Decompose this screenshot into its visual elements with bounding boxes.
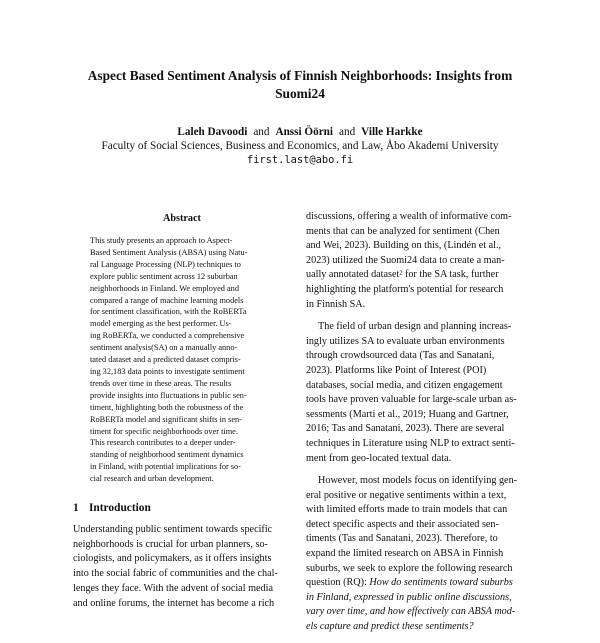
text-line: This research contributes to a deeper under- [90, 438, 236, 448]
text-line [306, 576, 531, 591]
text-line: This study presents an approach to Aspect- [90, 236, 233, 245]
text-line: timents (Tas and Sanatani, 2023). Therefore, to [306, 533, 498, 545]
text-line: timent, highlighting both the robustness of the [90, 402, 244, 412]
section-number: 1 [73, 502, 79, 514]
text-line: explore public sentiment across 12 suburban [90, 271, 238, 281]
text-line: and online forums, the internet has become a rich [73, 597, 275, 609]
text-line: databases, social media, and citizen engagement [306, 379, 503, 391]
text-line: ually annotated dataset² for the SA task, further [306, 269, 499, 281]
section-heading [73, 501, 293, 515]
text-line: tated dataset and a predicted dataset compris- [90, 355, 241, 365]
right-column [306, 210, 531, 643]
text-line: into the social fabric of communities and the chal- [73, 568, 278, 580]
text-line: expand the limited research on ABSA in Finnish [306, 548, 504, 560]
text-line: in Finland, with potential implications for so- [90, 462, 241, 472]
text-line: techniques in Literature using NLP to extract senti- [306, 437, 515, 449]
paper-title [60, 67, 540, 103]
text-line: eral positive or negative sentiments within a text, [306, 489, 507, 501]
text-line: standing of neighborhood sentiment dynamics [90, 450, 244, 460]
paper-title-line: Suomi24 [275, 86, 325, 101]
body-paragraph [306, 210, 531, 312]
introduction-body [73, 523, 295, 611]
abstract-heading: Abstract [163, 213, 201, 224]
text-line: through crowdsourced data (Tas and Sanatani, [306, 350, 495, 362]
author-separator: and [339, 126, 356, 138]
text-line: model emerging as the best performer. Us- [90, 319, 232, 329]
text-line: The field of urban design and planning increas- [318, 321, 512, 333]
text-line: ral Language Processing (NLP) techniques to [90, 259, 241, 269]
text-line: compared a range of machine learning models [90, 295, 244, 305]
text-line: ing RoBERTa, we conducted a comprehensive [90, 331, 245, 341]
research-question-line: els capture and predict these sentiments? [306, 621, 474, 633]
text-line: highlighting the platform's potential for research [306, 283, 504, 295]
research-question-line: in Finland, expressed in public online discussions, [306, 591, 512, 603]
text-line: trends over time in these areas. The results [90, 378, 232, 388]
text-line: Based Sentiment Analysis (ABSA) using Natu- [90, 247, 248, 257]
text-line: timent for specific neighborhoods over time. [90, 426, 238, 436]
text-line: detect specific aspects and their associated sen- [306, 518, 499, 530]
author-name: Anssi Öörni [275, 126, 334, 138]
research-question-line: vary over time, and how effectively can ABSA mod- [306, 606, 516, 618]
author-list [0, 125, 600, 139]
text-line: cial research and urban development. [90, 474, 214, 484]
author-name: Laleh Davoodi [177, 126, 248, 138]
text-line: 2023) utilized the Suomi24 data to create a man- [306, 254, 505, 266]
author-affiliation: Faculty of Social Sciences, Business and Economics, and Law, Åbo Akademi University [101, 140, 499, 152]
text-line: 2023). Platforms like Point of Interest (POI) [306, 364, 487, 376]
rq-prefix: question (RQ): [306, 577, 370, 589]
text-line: ment from geo-located textual data. [306, 452, 452, 464]
abstract-body [90, 235, 275, 485]
text-line: Understanding public sentiment towards specific [73, 524, 273, 535]
text-line: provide insights into fluctuations in public sen- [90, 390, 247, 400]
text-line: ciologists, and policymakers, as it offers insights [73, 553, 272, 565]
text-line: neighborhoods in Finland. We employed and [90, 283, 239, 293]
text-line: neighborhoods is crucial for urban planners, so- [73, 538, 268, 550]
text-line: 2016; Tas and Sanatani, 2023). There are several [306, 423, 505, 435]
section-title: Introduction [89, 502, 151, 514]
text-line: ingly utilizes SA to evaluate urban environments [306, 335, 505, 347]
text-line: for sentiment classification, with the RoBERTa [90, 307, 247, 317]
body-paragraph [306, 474, 531, 635]
text-line: in Finnish SA. [306, 298, 366, 310]
text-line: sentiment analysis(SA) on a manually anno- [90, 343, 238, 353]
paper-title-line: Aspect Based Sentiment Analysis of Finnish Neighborhoods: Insights from [87, 68, 513, 83]
text-line: However, most models focus on identifying gen- [318, 475, 518, 487]
body-paragraph [306, 320, 531, 466]
paragraph-lines [306, 474, 531, 576]
author-separator: and [253, 126, 270, 138]
text-line: sessments (Martí et al., 2019; Huang and Gartner, [306, 408, 509, 420]
text-line: RoBERTa model and significant shifts in sen- [90, 414, 242, 424]
text-line: and Wei, 2023). Building on this, (Lindén et al., [306, 240, 502, 252]
research-question: How do sentiments toward suburbs [369, 577, 513, 589]
text-line: with limited efforts made to train models that can [306, 504, 508, 516]
author-name: Ville Harkke [361, 126, 423, 138]
text-line: discussions, offering a wealth of informative com- [306, 211, 512, 222]
author-email: first.last@abo.fi [246, 154, 354, 166]
text-line: ing 32,183 data points to investigate sentiment [90, 366, 245, 376]
text-line: lenges they face. With the advent of social media [73, 582, 273, 594]
text-line: tools have proven valuable for large-scale urban as- [306, 394, 517, 406]
text-line: ments that can be analyzed for sentiment (Chen [306, 225, 500, 237]
text-line: suburbs, we seek to explore the following research [306, 562, 513, 574]
